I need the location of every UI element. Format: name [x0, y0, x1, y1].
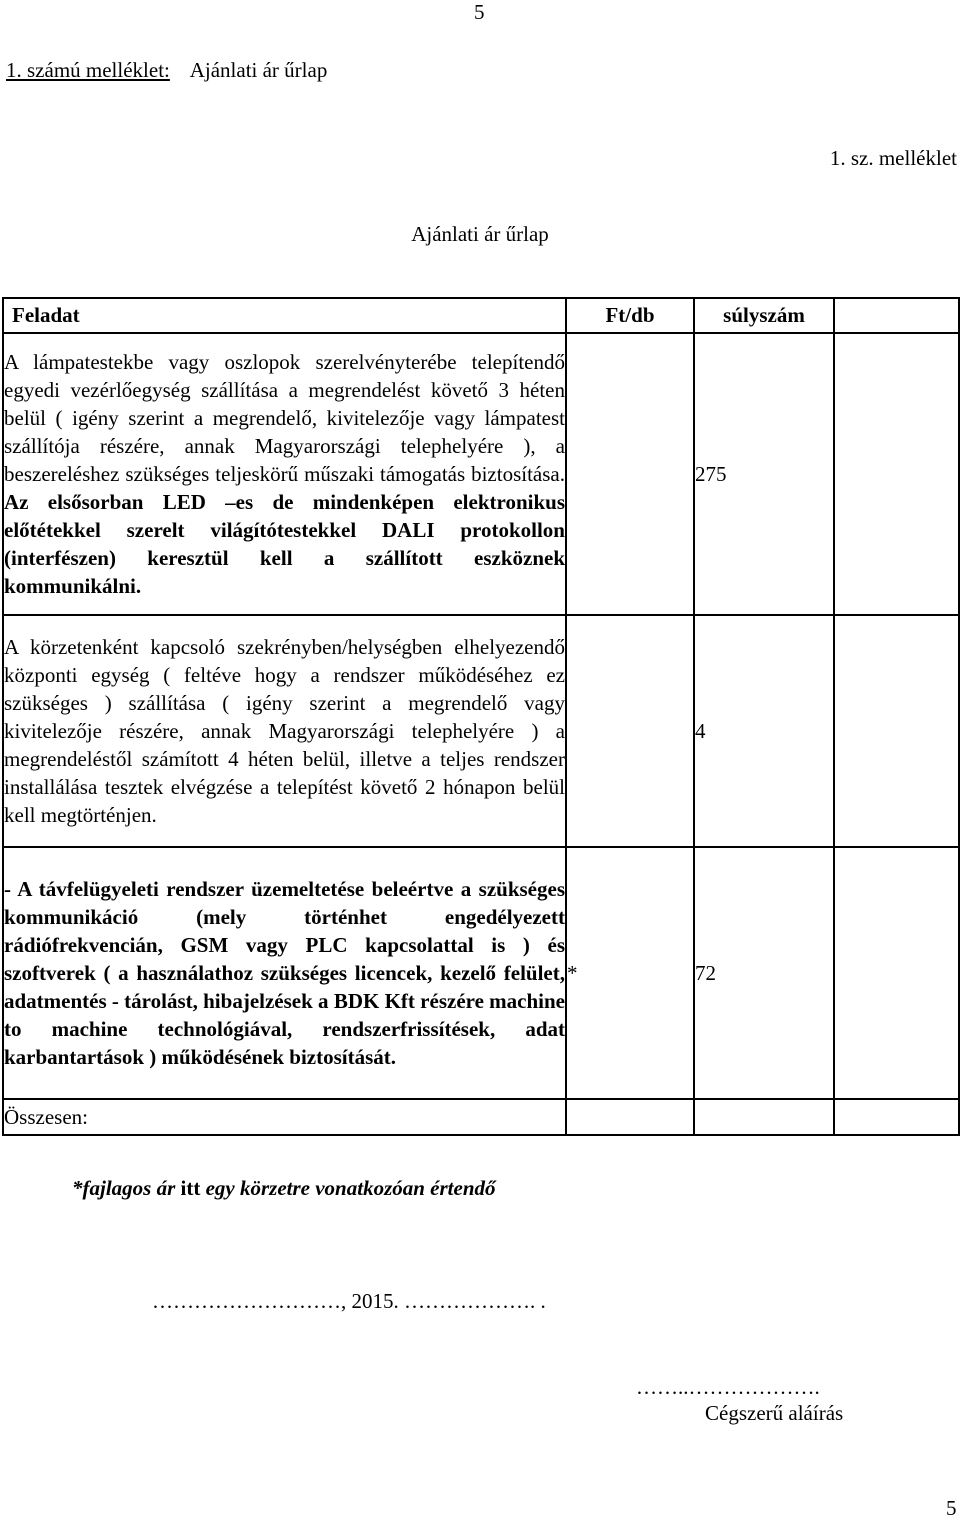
extra-cell: [834, 615, 959, 847]
page-number-bottom: 5: [946, 1496, 957, 1520]
footnote-part-1: *fajlagos ár: [72, 1176, 176, 1200]
weight-cell: 275: [694, 333, 834, 615]
form-title: Ajánlati ár űrlap: [411, 222, 549, 246]
extra-cell: [834, 333, 959, 615]
task-text-bold: - A távfelügyeleti rendszer üzemeltetése beleértve a szükséges kommunikáció (mely történhet engedélyezett rádiófrekvencián, GSM vagy PLC kapcsolattal is ) és szoftverek ( a használathoz szükséges licencek, kezelő felület, adatmentés - tárolást, hibajelzések a BDK Kft részére machine to machine technológiával, rendszerfrissítések, adat karbantartások ) működésének biztosítását.: [4, 877, 565, 1069]
header-price: Ft/db: [566, 298, 694, 333]
task-cell: [3, 615, 566, 847]
page-number-top: 5: [474, 0, 485, 24]
footnote-part-3: egy körzetre vonatkozóan értendő: [205, 1176, 496, 1200]
task-text-bold: Az elsősorban LED –es de mindenképen elektronikus előtétekkel szerelt világítótestekkel DALI protokollon (interfészen) keresztül kell a szállított eszköznek kommunikálni.: [4, 490, 565, 598]
task-text: A lámpatestekbe vagy oszlopok szerelvényterébe telepítendő egyedi vezérlőegység szállítása a megrendelést követő 3 héten belül ( igény szerint a megrendelő, kivitelezője vagy lámpatest szállítója részére, annak Magyarországi telephelyére ), a beszereléshez szükséges teljeskörű műszaki támogatás biztosítása.: [4, 350, 565, 486]
annex-title: Ajánlati ár űrlap: [189, 58, 328, 82]
task-text: A körzetenként kapcsoló szekrényben/helységben elhelyezendő központi egység ( feltéve hogy a rendszer működéséhez ez szükséges ) szállítása ( igény szerint a megrendelő vagy kivitelezője részére, annak Magyarországi telephelyére ) a megrendeléstől számított 4 héten belül, illetve a teljes rendszer installálása tesztek elvégzése a telepítést követő 2 hónapon belül kell megtörténjen.: [4, 635, 565, 827]
task-cell: [3, 847, 566, 1099]
offer-table: [2, 297, 960, 1136]
annex-reference: 1. sz. melléklet: [829, 146, 957, 170]
extra-cell: [834, 847, 959, 1099]
total-extra-cell: [834, 1099, 959, 1135]
annex-label: 1. számú melléklet:: [6, 58, 170, 82]
date-line: ………………………, 2015. ………………. .: [152, 1289, 546, 1313]
signature-label: Cégszerű aláírás: [705, 1401, 844, 1425]
footnote: [72, 1176, 496, 1201]
footnote-part-2: itt: [175, 1176, 206, 1200]
price-cell[interactable]: [566, 333, 694, 615]
header-empty: [834, 298, 959, 333]
table-header-row: [3, 298, 959, 333]
weight-cell: 4: [694, 615, 834, 847]
annex-header: [6, 58, 327, 83]
table-row: [3, 333, 959, 615]
price-cell[interactable]: [566, 615, 694, 847]
total-weight-cell: [694, 1099, 834, 1135]
signature-line: ……..……………….: [636, 1375, 820, 1399]
total-label: Összesen:: [3, 1099, 566, 1135]
table-row: [3, 615, 959, 847]
header-task: Feladat: [3, 298, 566, 333]
table-row: [3, 847, 959, 1099]
header-weight: súlyszám: [694, 298, 834, 333]
weight-cell: 72: [694, 847, 834, 1099]
total-price-cell[interactable]: [566, 1099, 694, 1135]
task-cell: [3, 333, 566, 615]
total-row: [3, 1099, 959, 1135]
price-cell[interactable]: *: [566, 847, 694, 1099]
